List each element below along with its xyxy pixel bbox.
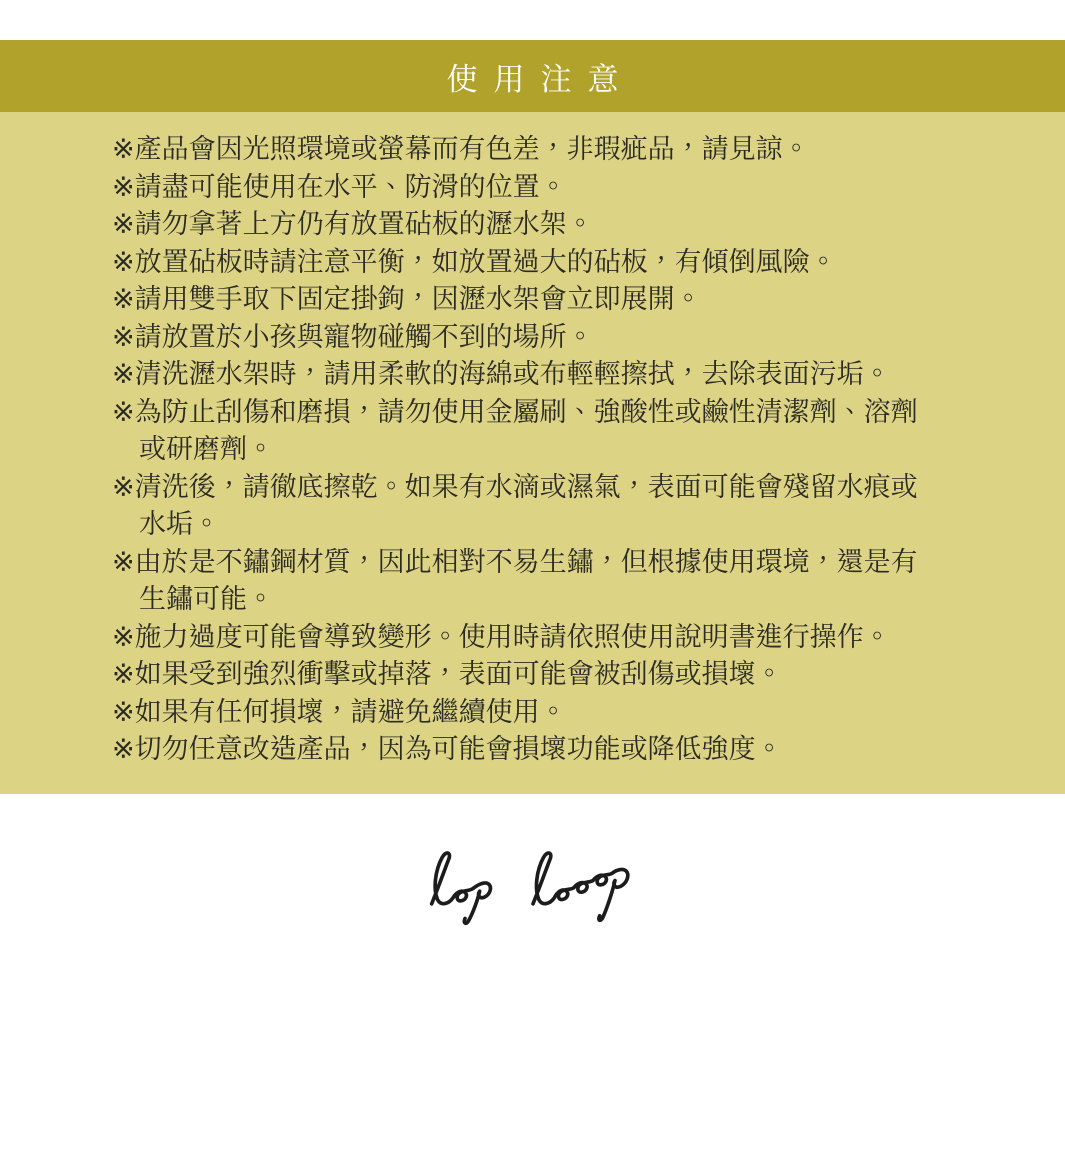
notice-line: ※清洗後，請徹底擦乾。如果有水滴或濕氣，表面可能會殘留水痕或 bbox=[112, 471, 918, 502]
usage-notice-header bbox=[0, 40, 1065, 112]
notice-item bbox=[112, 731, 1005, 769]
notice-line: ※如果有任何損壞，請避免繼續使用。 bbox=[112, 696, 567, 727]
notice-item bbox=[112, 131, 1005, 169]
notice-item bbox=[112, 694, 1005, 732]
notice-item bbox=[112, 281, 1005, 319]
brand-logo-icon bbox=[413, 841, 653, 928]
notice-line: ※由於是不鏽鋼材質，因此相對不易生鏽，但根據使用環境，還是有 bbox=[112, 546, 918, 577]
page-title: 使用注意 bbox=[446, 61, 635, 97]
notice-item bbox=[112, 244, 1005, 282]
notice-item bbox=[112, 394, 1005, 469]
notice-line-continuation: 或研磨劑。 bbox=[139, 434, 274, 464]
notice-line: ※如果受到強烈衝擊或掉落，表面可能會被刮傷或損壞。 bbox=[112, 659, 783, 689]
notice-line: ※請勿拿著上方仍有放置砧板的瀝水架。 bbox=[112, 209, 594, 239]
notice-item bbox=[112, 656, 1005, 694]
notice-item bbox=[112, 319, 1005, 357]
brand-logo-section bbox=[0, 794, 1065, 928]
notice-line: ※放置砧板時請注意平衡，如放置過大的砧板，有傾倒風險。 bbox=[112, 246, 837, 277]
notice-item bbox=[112, 469, 1005, 544]
notice-item bbox=[112, 544, 1005, 619]
notice-line: ※施力過度可能會導致變形。使用時請依照使用說明書進行操作。 bbox=[112, 621, 891, 652]
usage-notices-panel bbox=[0, 112, 1065, 794]
notice-line-continuation: 水垢。 bbox=[139, 509, 220, 539]
notice-line: ※切勿任意改造產品，因為可能會損壞功能或降低強度。 bbox=[112, 734, 783, 764]
notice-line: ※為防止刮傷和磨損，請勿使用金屬刷、強酸性或鹼性清潔劑、溶劑 bbox=[112, 396, 918, 427]
notice-line: ※請用雙手取下固定掛鉤，因瀝水架會立即展開。 bbox=[112, 284, 702, 314]
notice-item bbox=[112, 619, 1005, 657]
notice-line: ※產品會因光照環境或螢幕而有色差，非瑕疵品，請見諒。 bbox=[112, 134, 810, 164]
notice-line: ※請放置於小孩與寵物碰觸不到的場所。 bbox=[112, 321, 594, 352]
top-white-strip bbox=[0, 0, 1065, 40]
notice-line-continuation: 生鏽可能。 bbox=[139, 584, 274, 614]
notice-item bbox=[112, 169, 1005, 207]
notice-item bbox=[112, 206, 1005, 244]
notice-line: ※請盡可能使用在水平、防滑的位置。 bbox=[112, 171, 567, 202]
notice-item bbox=[112, 356, 1005, 394]
notice-line: ※清洗瀝水架時，請用柔軟的海綿或布輕輕擦拭，去除表面污垢。 bbox=[112, 359, 891, 389]
